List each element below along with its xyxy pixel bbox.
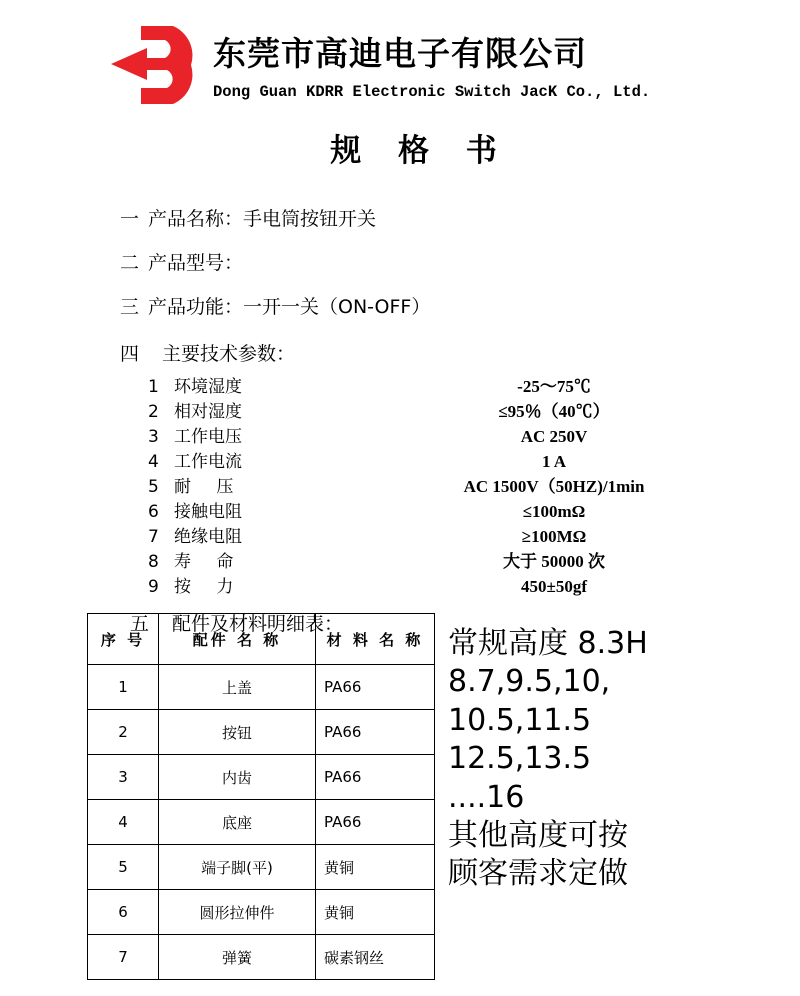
height-note-line: 顾客需求定做 [448,856,628,892]
spec-number: 3 [148,427,159,447]
cell-index: 7 [88,935,159,980]
column-header-part-name: 配件 名 称 [159,614,316,665]
spec-label: 工作电压 [174,427,242,447]
height-note-line: 其他高度可按 [448,817,628,853]
spec-value: 1 A [541,452,567,471]
height-note-line: 8.7,9.5,10, [448,664,611,700]
cell-index: 1 [88,665,159,710]
list-item [120,292,800,319]
spec-value: -25～75℃ [517,377,591,396]
parts-table [87,613,435,980]
spec-value: AC 1500V（50HZ)/1min [463,477,645,496]
list-item-label: 产品型号： [148,252,244,274]
product-info-list [0,204,800,319]
spec-number: 5 [148,477,159,497]
height-note [448,625,648,894]
company-name-block [213,18,650,101]
spec-value: AC 250V [520,427,588,446]
list-item [120,248,800,275]
height-note-line: 12.5,13.5 [448,741,592,777]
table-header-row [88,614,435,665]
red-arrow-logo-icon [95,18,205,113]
cell-part-name: 弹簧 [159,935,316,980]
spec-value: ≥100MΩ [521,527,587,546]
document-header [0,0,800,113]
cell-part-name: 内齿 [159,755,316,800]
section-5-title: 配件及材料明细表： [172,613,344,635]
list-item-index: 二 [120,252,140,274]
cell-material: PA66 [316,755,435,800]
cell-material: 黄铜 [316,890,435,935]
list-item-index: 三 [120,296,140,318]
spec-number: 7 [148,527,159,547]
table-row [88,665,435,710]
spec-value: ≤95％（40℃） [498,402,610,421]
table-row [88,800,435,845]
cell-material: PA66 [316,800,435,845]
spec-value: 大于 50000 次 [503,552,605,571]
spec-number: 6 [148,502,159,522]
cell-part-name: 圆形拉伸件 [159,890,316,935]
spec-row [148,472,800,497]
cell-index: 5 [88,845,159,890]
company-name-cn: 东莞市高迪电子有限公司 [213,34,587,73]
page-title: 规 格 书 [330,133,510,169]
spec-label: 绝缘电阻 [174,527,242,547]
cell-material: PA66 [316,710,435,755]
cell-part-name: 上盖 [159,665,316,710]
spec-value: 450±50gf [521,577,587,596]
spec-row [148,422,800,447]
table-row [88,890,435,935]
list-item [120,204,800,231]
cell-index: 4 [88,800,159,845]
spec-row [148,497,800,522]
cell-part-name: 端子脚(平) [159,845,316,890]
spec-number: 8 [148,552,159,572]
spec-number: 9 [148,577,159,597]
spec-label: 按 力 [174,577,244,597]
height-note-line: 常规高度 8.3H [448,626,648,661]
column-header-material: 材 料 名 称 [316,614,435,665]
spec-label: 相对湿度 [174,402,242,422]
spec-label: 接触电阻 [174,502,242,522]
spec-value: ≤100mΩ [522,502,586,521]
cell-index: 2 [88,710,159,755]
cell-part-name: 底座 [159,800,316,845]
height-note-line: ....16 [448,779,525,815]
cell-material: 黄铜 [316,845,435,890]
cell-material: 碳素钢丝 [316,935,435,980]
spec-row [148,447,800,472]
spec-number: 4 [148,452,159,472]
company-name-en: Dong Guan KDRR Electronic Switch JacK Co., Ltd. [213,82,651,101]
column-header-index: 序 号 [88,614,159,665]
spec-label: 寿 命 [174,552,244,572]
spec-row [148,522,800,547]
cell-index: 6 [88,890,159,935]
spec-row [148,547,800,572]
spec-label: 耐 压 [174,477,244,497]
parts-table-wrapper [87,613,435,980]
table-row [88,755,435,800]
spec-label: 工作电流 [174,452,242,472]
cell-index: 3 [88,755,159,800]
technical-parameters-list [0,372,800,597]
table-row [88,710,435,755]
section-5-index: 五 [130,613,150,635]
section-4-heading [0,339,800,366]
spec-row [148,372,800,397]
spec-label: 环境湿度 [174,377,242,397]
list-item-label: 产品功能：一开一关（ON-OFF） [148,296,431,318]
spec-row [148,397,800,422]
cell-part-name: 按钮 [159,710,316,755]
spec-number: 2 [148,402,159,422]
table-row [88,845,435,890]
height-note-line: 10.5,11.5 [448,702,592,738]
list-item-label: 产品名称：手电筒按钮开关 [148,208,377,230]
section-4-title: 主要技术参数： [162,343,296,365]
list-item-index: 一 [120,208,140,230]
section-4-index: 四 [120,343,140,365]
spec-row [148,572,800,597]
spec-number: 1 [148,377,159,397]
cell-material: PA66 [316,665,435,710]
table-row [88,935,435,980]
